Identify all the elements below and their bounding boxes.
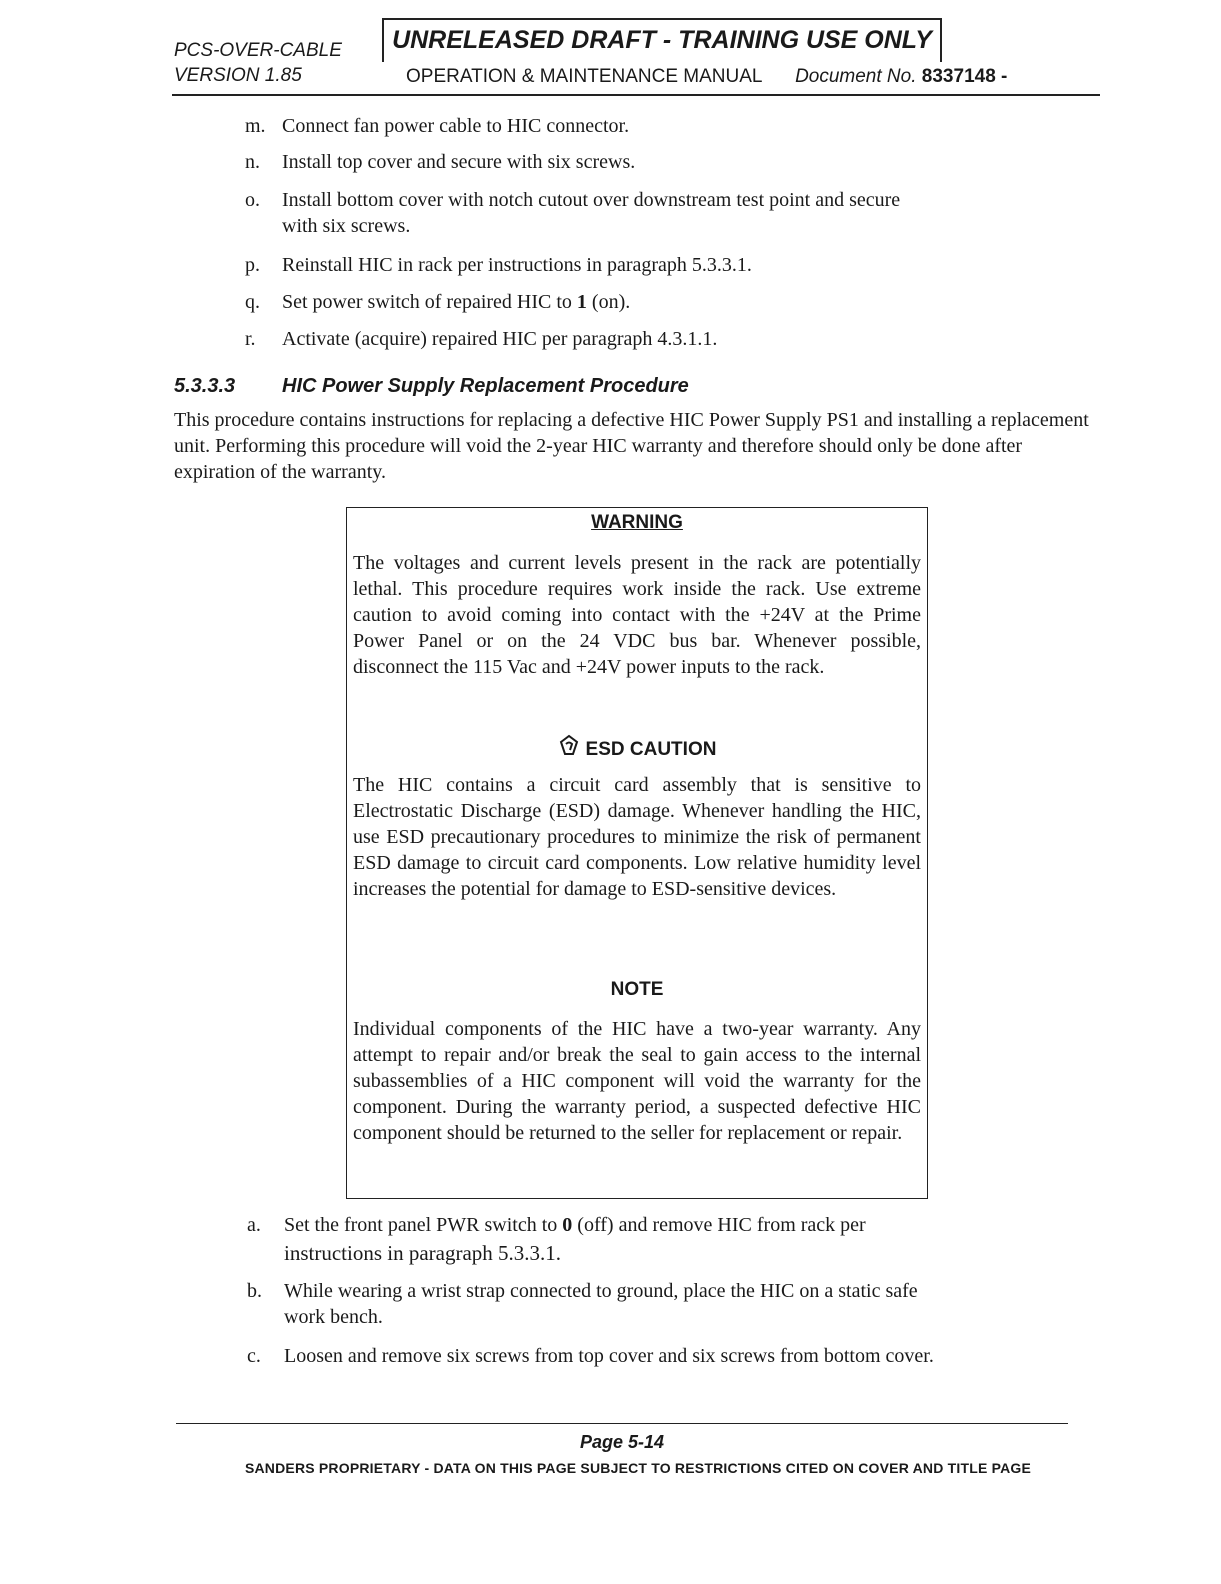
step-text-pre: Set the front panel PWR switch to <box>284 1214 563 1236</box>
step-text: Install top cover and secure with six screws. <box>282 151 636 173</box>
step-text: While wearing a wrist strap connected to ground, place the HIC on a static safe <box>284 1280 918 1302</box>
step-label: c. <box>247 1345 261 1367</box>
step-text-continued: instructions in paragraph 5.3.3.1. <box>284 1241 562 1265</box>
step-label: a. <box>247 1214 261 1236</box>
step-label: n. <box>245 151 260 173</box>
section-heading <box>174 375 689 398</box>
section-intro: This procedure contains instructions for replacing a defective HIC Power Supply PS1 and installing a replacement unit. Performing this procedure will void the 2-year HIC warranty and therefore should only be done after expiration of the warranty. <box>174 409 1089 483</box>
section-number: 5.3.3.3 <box>174 375 236 397</box>
note-title: NOTE <box>610 979 664 1000</box>
step-text-continued: with six screws. <box>282 215 411 237</box>
header-manual-line <box>406 65 1007 89</box>
esd-caution-label: ESD CAUTION <box>585 739 717 760</box>
document-number: 8337148 - <box>921 66 1008 87</box>
footer-rule <box>176 1423 1068 1424</box>
step-text-post: (on). <box>586 291 631 313</box>
warning-text: The voltages and current levels present in the rack are potentially lethal. This procedure requires work inside the rack. Use extreme caution to avoid coming into contact with the +24V at the Prime Power Panel or on the 24 VDC bus bar. Whenever possible, disconnect the 115 Vac and +24V power inputs to the rack. <box>353 552 921 678</box>
section-title: HIC Power Supply Replacement Procedure <box>282 375 689 397</box>
step-text-continued: work bench. <box>284 1306 383 1328</box>
step-text-pre: Set power switch of repaired HIC to <box>282 291 577 313</box>
step-label: b. <box>247 1280 262 1302</box>
draft-banner: UNRELEASED DRAFT - TRAINING USE ONLY <box>382 18 942 62</box>
step-text-bold: 0 <box>562 1214 573 1236</box>
esd-icon <box>558 733 580 763</box>
version-label: VERSION 1.85 <box>174 65 302 86</box>
esd-caution-text: The HIC contains a circuit card assembly that is sensitive to Electrostatic Discharge (ESD) damage. Whenever handling the HIC, use ESD precautionary procedures to minimize the risk of permanent ESD damage to circuit card components. Low relative humidity level increases the potential for damage to ESD-sensitive devices. <box>353 774 921 900</box>
step-label: p. <box>245 254 260 276</box>
esd-caution-title <box>347 733 927 763</box>
step-text: Activate (acquire) repaired HIC per paragraph 4.3.1.1. <box>282 328 718 350</box>
step-text: Reinstall HIC in rack per instructions in paragraph 5.3.3.1. <box>282 254 752 276</box>
warning-box <box>346 507 928 1199</box>
manual-title: OPERATION & MAINTENANCE MANUAL <box>406 66 762 87</box>
step-text: Install bottom cover with notch cutout over downstream test point and secure <box>282 189 901 211</box>
step-label: q. <box>245 291 260 313</box>
page-number: Page 5-14 <box>579 1432 665 1452</box>
document-number-label: Document No. <box>795 66 917 87</box>
step-text <box>282 289 630 315</box>
header-product-version <box>174 38 342 88</box>
step-label: o. <box>245 189 260 211</box>
warning-title: WARNING <box>591 512 683 533</box>
header-rule <box>172 94 1100 96</box>
step-text: Loosen and remove six screws from top cover and six screws from bottom cover. <box>284 1345 934 1367</box>
step-text-post: (off) and remove HIC from rack per <box>572 1214 866 1236</box>
proprietary-notice: SANDERS PROPRIETARY - DATA ON THIS PAGE SUBJECT TO RESTRICTIONS CITED ON COVER AND TITLE PAGE <box>244 1460 1032 1476</box>
step-label: r. <box>245 328 256 350</box>
step-text <box>284 1212 866 1238</box>
note-text: Individual components of the HIC have a two-year warranty. Any attempt to repair and/or break the seal to gain access to the internal subassemblies of a HIC component will void the warranty for the component. During the warranty period, a suspected defective HIC component should be returned to the seller for replacement or repair. <box>353 1018 921 1144</box>
step-label: m. <box>245 115 266 137</box>
product-name: PCS-OVER-CABLE <box>174 40 342 61</box>
step-text: Connect fan power cable to HIC connector. <box>282 115 630 137</box>
step-text-bold: 1 <box>576 291 587 313</box>
